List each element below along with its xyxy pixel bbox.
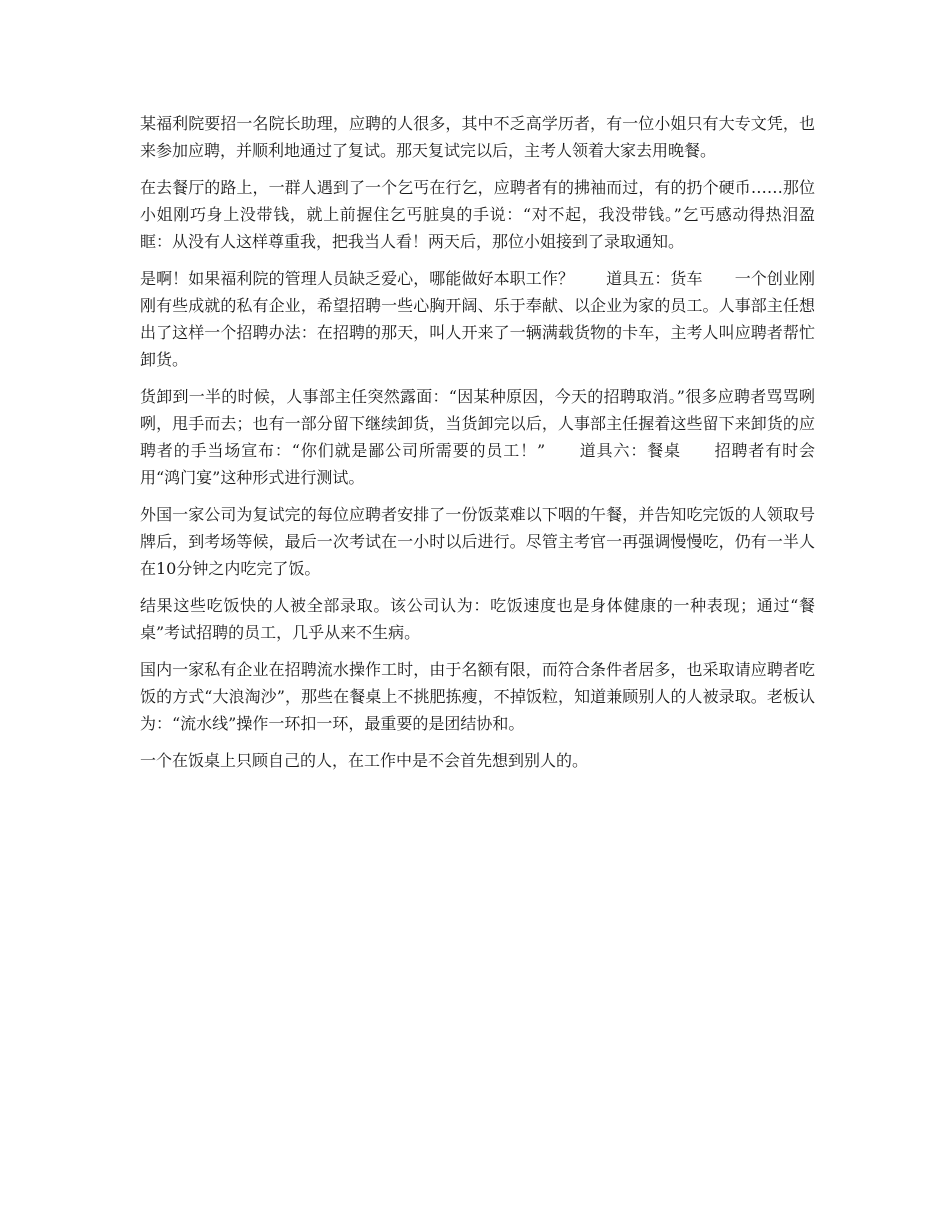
paragraph-8: 一个在饭桌上只顾自己的人，在工作中是不会首先想到别人的。 xyxy=(140,751,589,770)
paragraph-5: 外国一家公司为复试完的每位应聘者安排了一份饭菜难以下咽的午餐，并告知吃完饭的人领取号牌后，到考场等候，最后一次考试在一小时以后进行。尽管主考官一再强调慢慢吃，仍有一半人在10分钟之内吃完了饭。 xyxy=(140,505,815,578)
paragraph-4: 货卸到一半的时候，人事部主任突然露面：“因某种原因，今天的招聘取消。”很多应聘者骂骂咧咧，甩手而去；也有一部分留下继续卸货，当货卸完以后，人事部主任握着这些留下来卸货的应聘者的手当场宣布：“你们就是鄙公司所需要的员工！” 道具六：餐桌 招聘者有时会用“鸿门宴”这种形式进行测试。 xyxy=(140,387,815,487)
paragraph-2: 在去餐厅的路上，一群人遇到了一个乞丐在行乞，应聘者有的拂袖而过，有的扔个硬币……那位小姐刚巧身上没带钱，就上前握住乞丐脏臭的手说：“对不起，我没带钱。”乞丐感动得热泪盈眶：从没有人这样尊重我，把我当人看！两天后，那位小姐接到了录取通知。 xyxy=(140,178,815,251)
paragraph-3: 是啊！如果福利院的管理人员缺乏爱心，哪能做好本职工作？ 道具五：货车 一个创业刚刚有些成就的私有企业，希望招聘一些心胸开阔、乐于奉献、以企业为家的员工。人事部主任想出了这样一个招聘办法：在招聘的那天，叫人开来了一辆满载货物的卡车，主考人叫应聘者帮忙卸货。 xyxy=(140,269,815,369)
paragraph-7: 国内一家私有企业在招聘流水操作工时，由于名额有限，而符合条件者居多，也采取请应聘者吃饭的方式“大浪淘沙”，那些在餐桌上不挑肥拣瘦，不掉饭粒，知道兼顾别人的人被录取。老板认为：“流水线”操作一环扣一环，最重要的是团结协和。 xyxy=(140,660,815,733)
paragraph-1: 某福利院要招一名院长助理，应聘的人很多，其中不乏高学历者，有一位小姐只有大专文凭，也来参加应聘，并顺利地通过了复试。那天复试完以后，主考人领着大家去用晚餐。 xyxy=(140,114,815,160)
document-body xyxy=(140,110,815,784)
paragraph-6: 结果这些吃饭快的人被全部录取。该公司认为：吃饭速度也是身体健康的一种表现；通过“餐桌”考试招聘的员工，几乎从来不生病。 xyxy=(140,596,815,642)
